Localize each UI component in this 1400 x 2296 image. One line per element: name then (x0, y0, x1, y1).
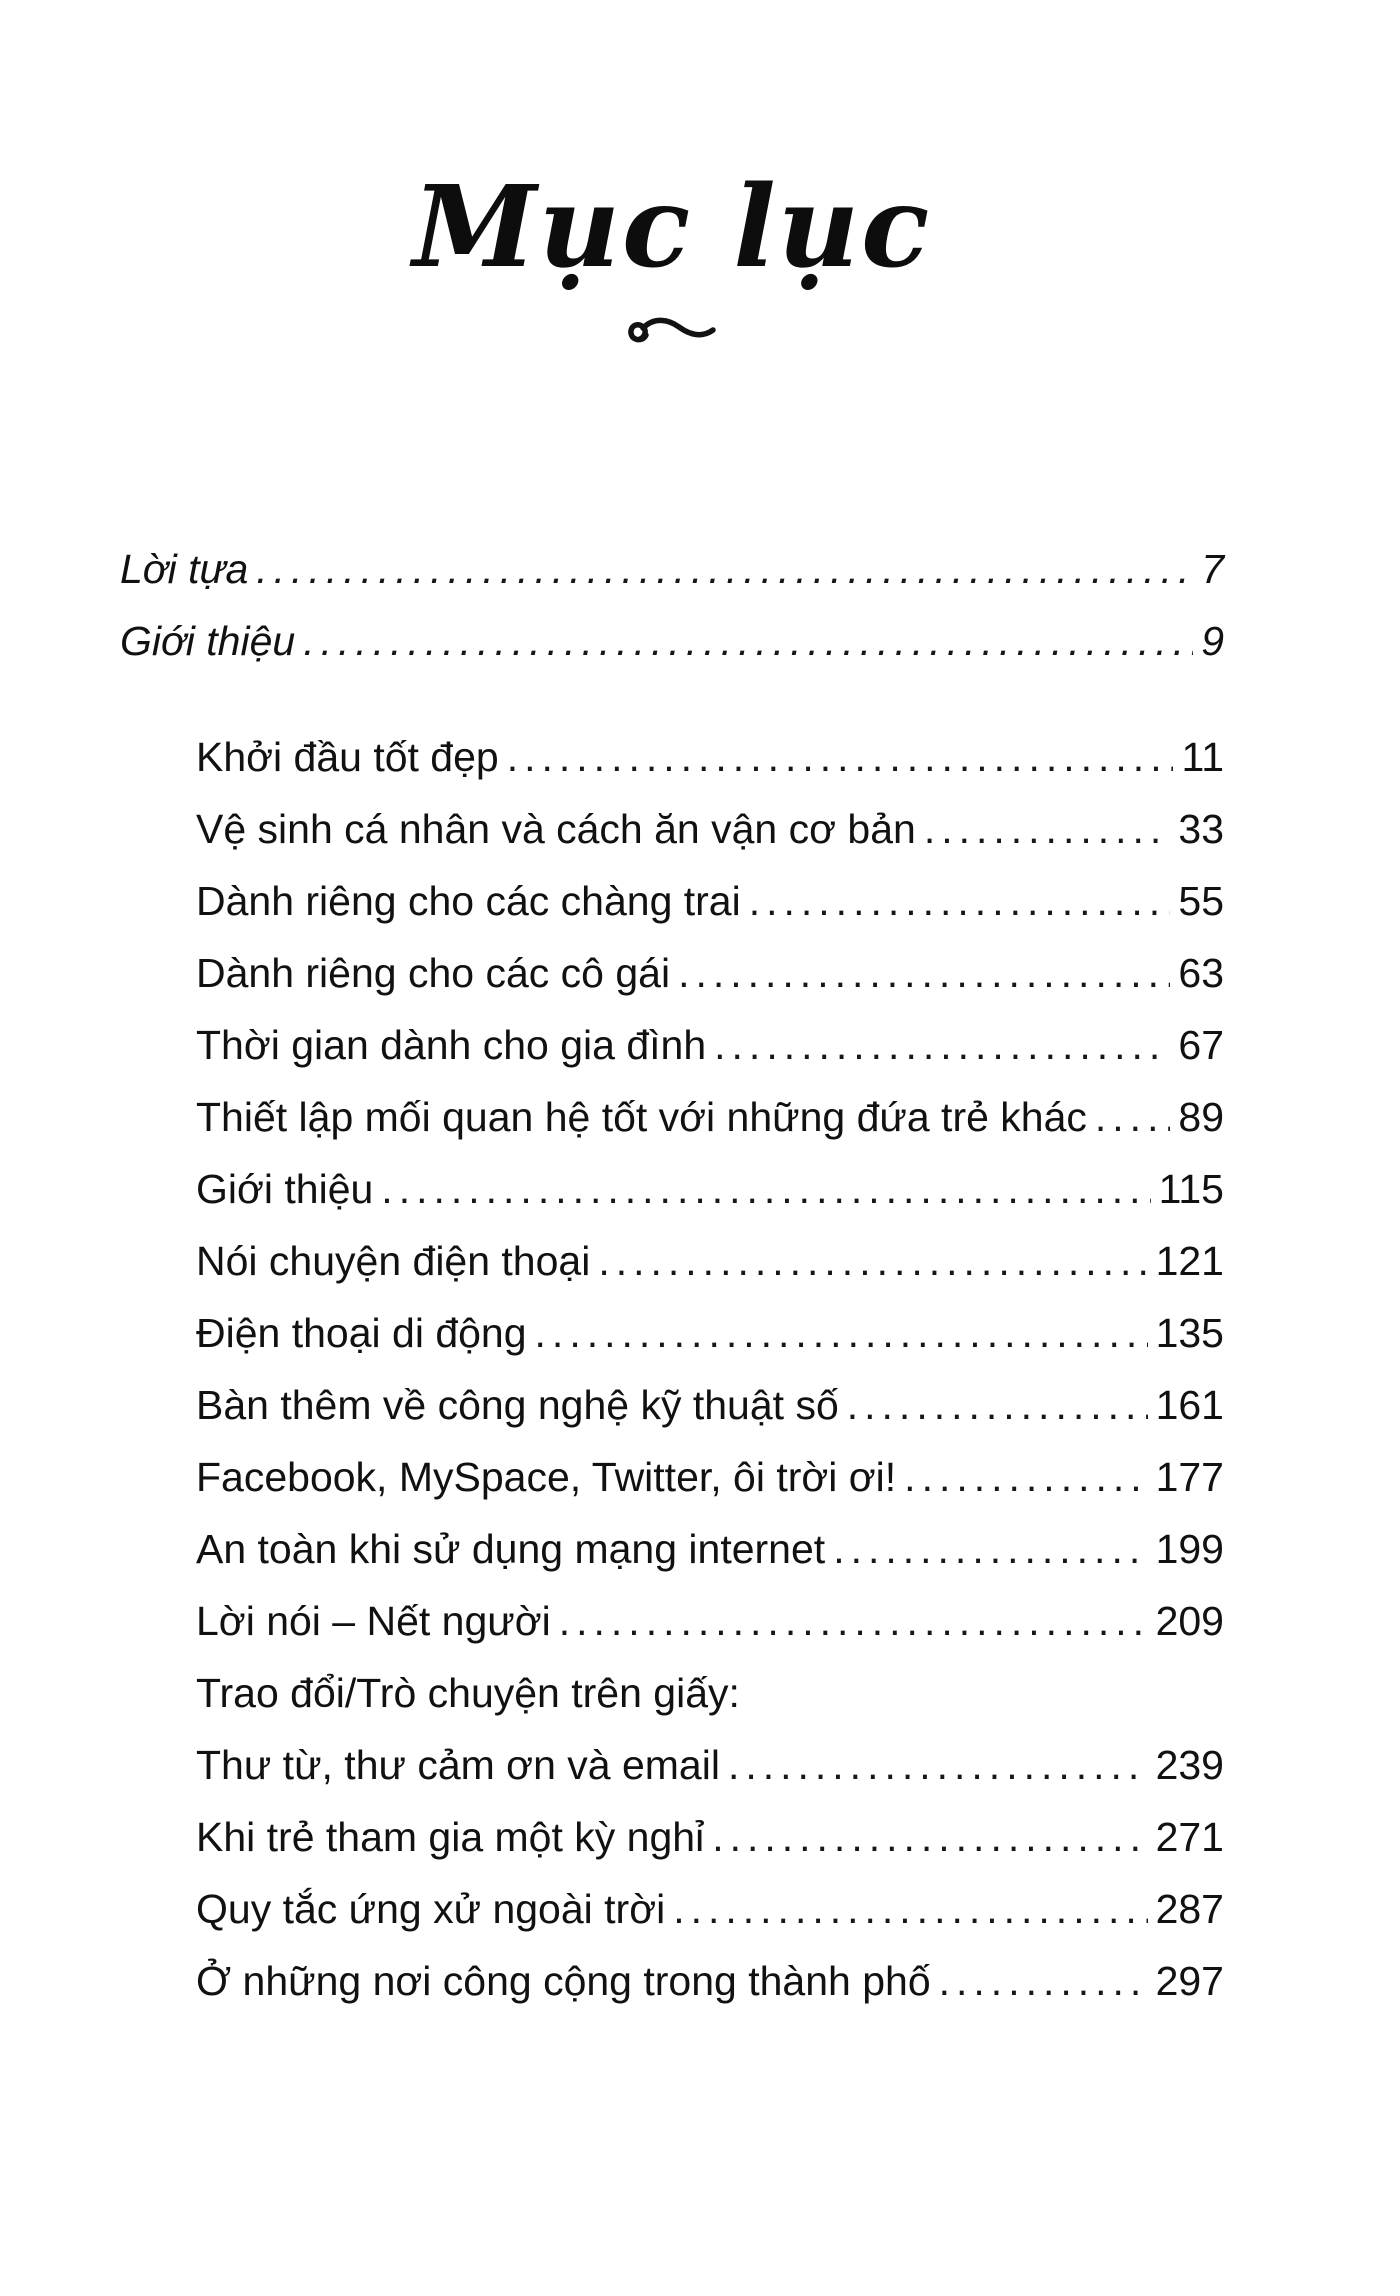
toc-leader-dots (598, 1225, 1147, 1297)
toc-row (196, 1297, 1224, 1369)
toc-entry-page: 115 (1158, 1166, 1224, 1212)
toc-entry-page: 11 (1181, 734, 1224, 780)
toc-entry-title: Nói chuyện điện thoại (196, 1238, 591, 1284)
toc-entry-page: 239 (1155, 1742, 1224, 1788)
toc-entry-page: 67 (1178, 1022, 1224, 1068)
toc-leader-dots (678, 937, 1170, 1009)
toc-row (196, 1873, 1224, 1945)
toc-entry-title: Thư từ, thư cảm ơn và email (196, 1742, 720, 1788)
toc-chapter-list (120, 721, 1224, 2017)
toc-leader-dots (535, 1297, 1148, 1369)
toc-row (196, 1513, 1224, 1585)
toc-leader-dots (507, 721, 1174, 793)
toc-row (196, 1729, 1224, 1801)
toc-entry-page: 33 (1178, 806, 1224, 852)
toc-row (196, 1945, 1224, 2017)
toc-entry-page: 287 (1155, 1886, 1224, 1932)
page-title: Mục lục (412, 162, 932, 293)
toc-entry-title: Khi trẻ tham gia một kỳ nghỉ (196, 1814, 705, 1860)
toc-leader-dots (939, 1945, 1148, 2017)
toc-entry-title: Thời gian dành cho gia đình (196, 1022, 707, 1068)
toc-entry-title: Giới thiệu (196, 1166, 374, 1212)
toc-leader-dots (749, 865, 1171, 937)
toc-row (196, 1225, 1224, 1297)
toc-leader-dots (673, 1873, 1147, 1945)
toc-leader-dots (924, 793, 1171, 865)
toc-row (120, 533, 1224, 605)
toc-entry-page: 199 (1155, 1526, 1224, 1572)
toc-entry-page: 9 (1201, 618, 1224, 664)
toc-entry-title: Facebook, MySpace, Twitter, ôi trời ơi! (196, 1454, 897, 1500)
toc-row (196, 721, 1224, 793)
toc-entry-page: 271 (1155, 1814, 1224, 1860)
toc-entry-page: 89 (1178, 1094, 1224, 1140)
toc-entry-page: 63 (1178, 950, 1224, 996)
toc-row (120, 605, 1224, 677)
toc-entry-title: Lời tựa (120, 546, 249, 592)
toc-row (196, 1081, 1224, 1153)
toc-leader-dots (904, 1441, 1147, 1513)
toc-entry-title: Bàn thêm về công nghệ kỹ thuật số (196, 1382, 839, 1428)
toc-row (196, 1009, 1224, 1081)
toc-entry-title: Dành riêng cho các cô gái (196, 950, 671, 996)
toc-row (196, 1153, 1224, 1225)
swirl-ornament-icon (622, 314, 722, 357)
toc-row (196, 1657, 1224, 1729)
toc-row (196, 865, 1224, 937)
toc-entry-page: 121 (1155, 1238, 1224, 1284)
toc-front-matter-list (120, 533, 1224, 677)
toc-entry-title: Ở những nơi công cộng trong thành phố (196, 1958, 931, 2004)
toc-entry-title: Quy tắc ứng xử ngoài trời (196, 1886, 666, 1932)
toc-leader-dots (1095, 1081, 1171, 1153)
toc-row (196, 1369, 1224, 1441)
toc-leader-dots (256, 533, 1193, 605)
toc-entry-page: 209 (1155, 1598, 1224, 1644)
toc-entry-title: Giới thiệu (120, 618, 296, 664)
toc-row (196, 1441, 1224, 1513)
toc-entry-title: Dành riêng cho các chàng trai (196, 878, 741, 924)
toc-entry-page: 161 (1155, 1382, 1224, 1428)
toc-entry-title: An toàn khi sử dụng mạng internet (196, 1526, 826, 1572)
toc-entry-title: Khởi đầu tốt đẹp (196, 734, 499, 780)
toc-leader-dots (381, 1153, 1150, 1225)
toc-leader-dots (847, 1369, 1148, 1441)
toc-entry-page: 55 (1178, 878, 1224, 924)
toc-entry-page: 177 (1155, 1454, 1224, 1500)
toc-leader-dots (714, 1009, 1170, 1081)
toc-leader-dots (728, 1729, 1148, 1801)
toc-row (196, 1801, 1224, 1873)
toc-leader-dots (559, 1585, 1148, 1657)
toc-entry-title: Điện thoại di động (196, 1310, 527, 1356)
toc-entry-title: Vệ sinh cá nhân và cách ăn vận cơ bản (196, 806, 916, 852)
toc-entry-page: 7 (1201, 546, 1224, 592)
toc-row (196, 793, 1224, 865)
toc-entry-title: Thiết lập mối quan hệ tốt với những đứa trẻ khác (196, 1094, 1087, 1140)
toc-entry-page: 135 (1155, 1310, 1224, 1356)
toc-leader-dots (712, 1801, 1147, 1873)
toc-row (196, 937, 1224, 1009)
toc-entry-page: 297 (1155, 1958, 1224, 2004)
toc-leader-dots (833, 1513, 1147, 1585)
toc-leader-dots (303, 605, 1193, 677)
toc-entry-title: Trao đổi/Trò chuyện trên giấy: (196, 1670, 740, 1716)
toc-entry-title: Lời nói – Nết người (196, 1598, 551, 1644)
toc-row (196, 1585, 1224, 1657)
